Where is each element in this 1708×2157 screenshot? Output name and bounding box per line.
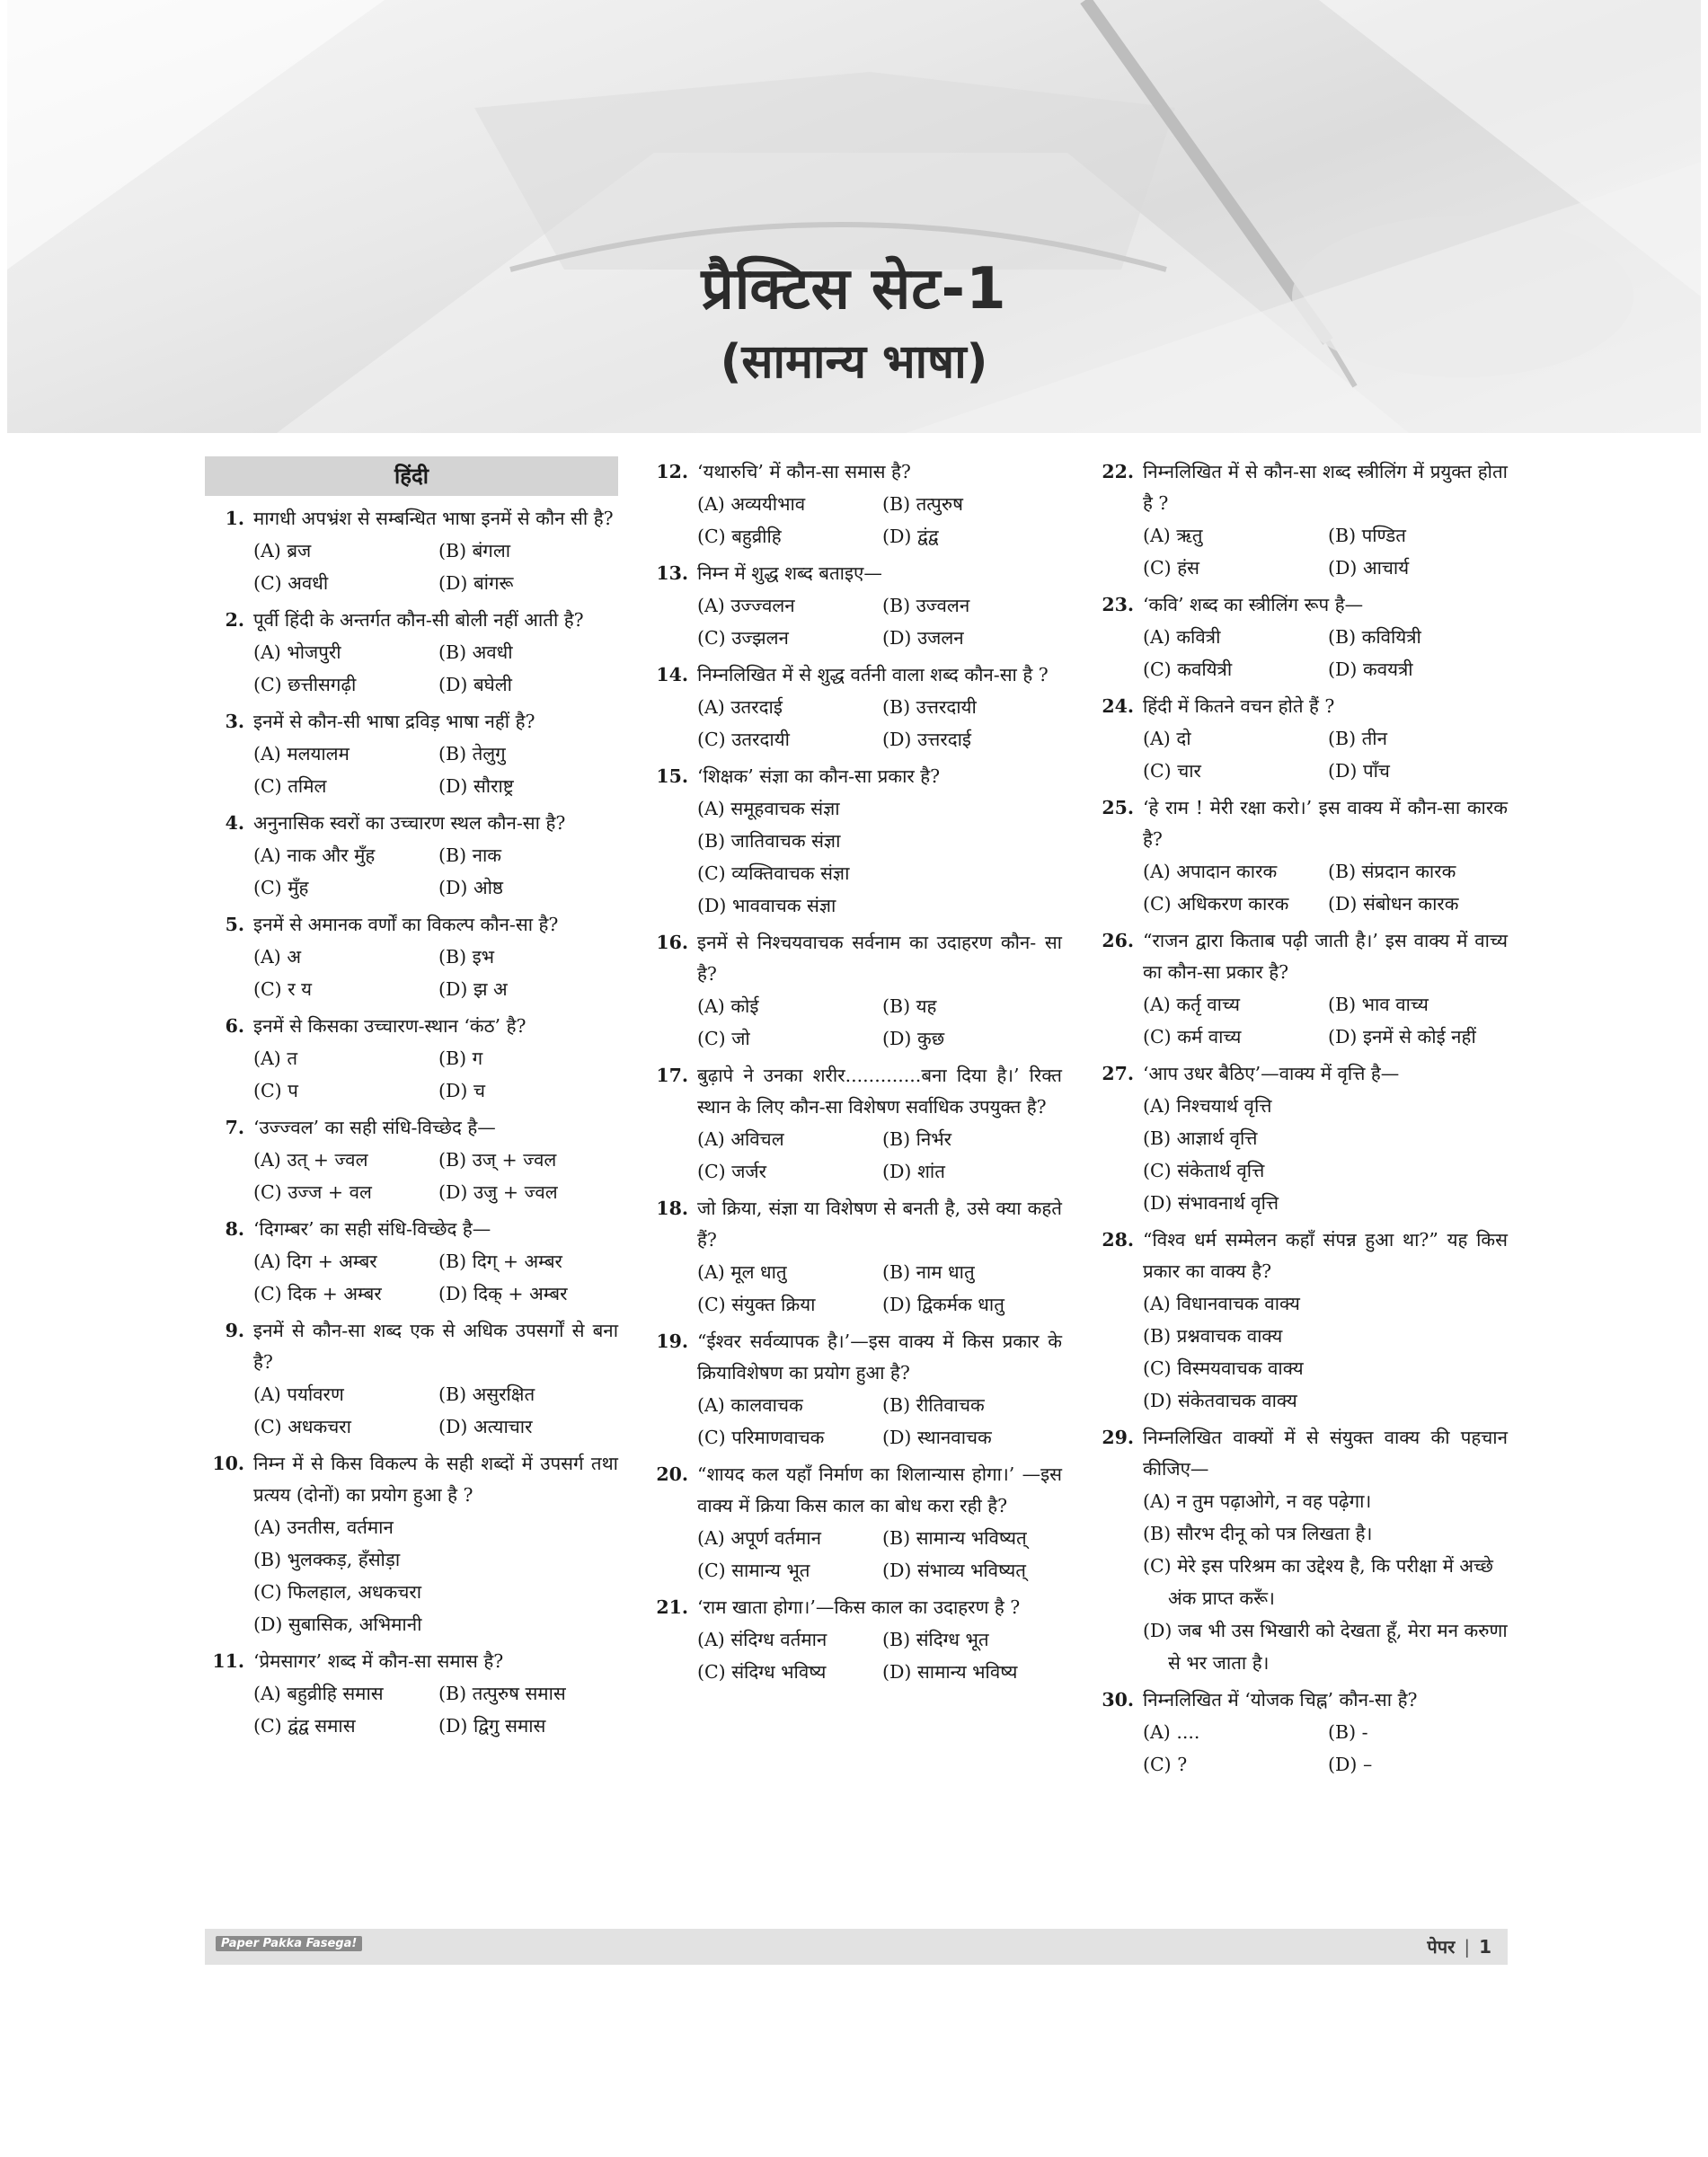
question-26: [1094, 925, 1508, 1053]
option-d: (D) उत्तरदाई: [882, 729, 971, 750]
question-number: 7.: [225, 1117, 244, 1138]
page-footer: [205, 1929, 1508, 1965]
question-9: [205, 1315, 618, 1443]
option-c: (C) उतरदायी: [697, 729, 790, 750]
option-a: (A) संदिग्ध वर्तमान: [697, 1629, 827, 1650]
question-25: [1094, 792, 1508, 920]
option-c: (C) विस्मयवाचक वाक्य: [1143, 1357, 1304, 1379]
question-text: निम्नलिखित में से शुद्ध वर्तनी वाला शब्द कौन-सा है ?: [697, 664, 1049, 685]
option-b: (B) दिग् + अम्बर: [438, 1251, 562, 1272]
option-a: (A) ....: [1143, 1721, 1200, 1743]
option-d: (D) बघेली: [438, 674, 512, 695]
question-text: पूर्वी हिंदी के अन्तर्गत कौन-सी बोली नहीं आती है?: [253, 609, 584, 631]
option-a: (A) समूहवाचक संज्ञा: [697, 798, 840, 819]
question-8: [205, 1214, 618, 1310]
option-b: (B) निर्भर: [882, 1128, 952, 1150]
question-number: 30.: [1102, 1689, 1134, 1711]
question-15: [649, 761, 1062, 922]
question-number: 26.: [1102, 930, 1134, 951]
question-text: निम्नलिखित वाक्यों में से संयुक्त वाक्य की पहचान कीजिए—: [1143, 1427, 1508, 1480]
option-c: (C) हंस: [1143, 557, 1199, 579]
option-c: (C) मेरे इस परिश्रम का उद्देश्य है, कि परीक्षा में अच्छे अंक प्राप्त करूँ।: [1143, 1555, 1493, 1609]
option-c: (C) जो: [697, 1028, 750, 1049]
question-text: निम्नलिखित में से कौन-सा शब्द स्त्रीलिंग में प्रयुक्त होता है ?: [1143, 461, 1508, 514]
question-text: ‘उज्ज्वल’ का सही संधि-विच्छेद है—: [253, 1117, 496, 1138]
question-6: [205, 1011, 618, 1107]
option-a: (A) दो: [1143, 728, 1191, 749]
option-b: (B) -: [1328, 1721, 1368, 1743]
option-a: (A) मूल धातु: [697, 1261, 787, 1283]
question-text: मागधी अपभ्रंश से सम्बन्धित भाषा इनमें से कौन सी है?: [253, 508, 614, 529]
question-number: 16.: [656, 932, 688, 953]
option-a: (A) कोई: [697, 995, 759, 1017]
question-text: ‘कवि’ शब्द का स्त्रीलिंग रूप है—: [1143, 594, 1364, 615]
option-c: (C) अवधी: [253, 572, 329, 594]
option-c: (C) कवयित्री: [1143, 659, 1233, 680]
option-c: (C) व्यक्तिवाचक संज्ञा: [697, 862, 850, 884]
option-b: (B) रीतिवाचक: [882, 1394, 985, 1416]
option-b: (B) भाव वाच्य: [1328, 994, 1429, 1015]
option-d: (D) आचार्य: [1328, 557, 1410, 579]
option-d: (D) द्विगु समास: [438, 1715, 546, 1737]
question-text: इनमें से किसका उच्चारण-स्थान ‘कंठ’ है?: [253, 1015, 527, 1037]
option-d: (D) स्थानवाचक: [882, 1427, 992, 1448]
option-d: (D) ओष्ठ: [438, 877, 503, 898]
paper-label: पेपर: [1427, 1936, 1456, 1958]
option-b: (B) उज्वलन: [882, 595, 970, 616]
question-number: 27.: [1102, 1063, 1134, 1084]
question-number: 23.: [1102, 594, 1134, 615]
option-a: (A) नाक और मुँह: [253, 844, 376, 866]
question-number: 13.: [656, 562, 688, 584]
option-d: (D) संबोधन कारक: [1328, 893, 1459, 915]
page-subtitle: (सामान्य भाषा): [720, 335, 988, 389]
option-c: (C) सामान्य भूत: [697, 1560, 810, 1581]
question-text: हिंदी में कितने वचन होते हैं ?: [1143, 695, 1335, 717]
page-separator: |: [1464, 1936, 1471, 1958]
option-c: (C) फिलहाल, अधकचरा: [253, 1581, 422, 1603]
option-b: (B) कवियित्री: [1328, 626, 1421, 648]
question-number: 14.: [656, 664, 688, 685]
option-b: (B) नाक: [438, 844, 502, 866]
option-c: (C) जर्जर: [697, 1161, 767, 1182]
question-text: “शायद कल यहाँ निर्माण का शिलान्यास होगा।’ —इस वाक्य में क्रिया किस काल का बोध करा रही है?: [697, 1463, 1062, 1516]
question-text: ‘आप उधर बैठिए’—वाक्य में वृत्ति है—: [1143, 1063, 1400, 1084]
option-d: (D) उजु + ज्वल: [438, 1181, 558, 1203]
question-text: इनमें से कौन-सी भाषा द्रविड़ भाषा नहीं है?: [253, 711, 535, 732]
option-c: (C) मुँह: [253, 877, 309, 898]
option-d: (D) बांगरू: [438, 572, 514, 594]
option-c: (C) उज्ज + वल: [253, 1181, 372, 1203]
question-number: 12.: [656, 461, 688, 482]
option-a: (A) उत् + ज्वल: [253, 1149, 368, 1171]
page-number: 1: [1479, 1936, 1491, 1958]
question-number: 17.: [656, 1065, 688, 1086]
option-a: (A) पर्यावरण: [253, 1383, 344, 1405]
option-b: (B) सामान्य भविष्यत्: [882, 1527, 1027, 1549]
option-d: (D) द्विकर्मक धातु: [882, 1294, 1004, 1315]
option-b: (B) इभ: [438, 946, 495, 968]
question-text: ‘हे राम ! मेरी रक्षा करो।’ इस वाक्य में कौन-सा कारक है?: [1143, 797, 1508, 850]
question-7: [205, 1112, 618, 1208]
question-1: [205, 503, 618, 599]
section-heading: हिंदी: [205, 456, 618, 496]
question-number: 15.: [656, 765, 688, 787]
option-d: (D) सुबासिक, अभिमानी: [253, 1613, 422, 1635]
question-text: ‘राम खाता होगा।’—किस काल का उदाहरण है ?: [697, 1596, 1021, 1618]
option-a: (A) ब्रज: [253, 540, 312, 561]
question-4: [205, 808, 618, 904]
question-number: 2.: [225, 609, 244, 631]
option-b: (B) प्रश्नवाचक वाक्य: [1143, 1325, 1283, 1347]
brand-logo: Paper Pakka Fasega!: [216, 1936, 362, 1951]
header-banner: [7, 0, 1701, 433]
option-a: (A) अपादान कारक: [1143, 861, 1278, 882]
question-11: [205, 1646, 618, 1742]
page-label: [1427, 1934, 1491, 1958]
question-20: [649, 1459, 1062, 1587]
question-text: ‘प्रेमसागर’ शब्द में कौन-सा समास है?: [253, 1650, 504, 1672]
question-number: 6.: [225, 1015, 244, 1037]
option-a: (A) बहुव्रीहि समास: [253, 1683, 384, 1704]
option-c: (C) द्वंद्व समास: [253, 1715, 356, 1737]
option-c: (C) अधकचरा: [253, 1416, 351, 1437]
option-a: (A) त: [253, 1048, 298, 1069]
option-d: (D) अत्याचार: [438, 1416, 533, 1437]
option-d: (D) संभाव्य भविष्यत्: [882, 1560, 1026, 1581]
option-c: (C) परिमाणवाचक: [697, 1427, 825, 1448]
option-b: (B) उज् + ज्वल: [438, 1149, 557, 1171]
question-number: 9.: [225, 1320, 244, 1341]
option-d: (D) संकेतवाचक वाक्य: [1143, 1390, 1297, 1411]
option-b: (B) ग: [438, 1048, 483, 1069]
option-a: (A) विधानवाचक वाक्य: [1143, 1293, 1300, 1314]
column-1: [205, 456, 618, 1747]
question-number: 4.: [225, 812, 244, 834]
question-number: 11.: [212, 1650, 244, 1672]
option-c: (C) चार: [1143, 760, 1201, 782]
option-a: (A) निश्चयार्थ वृत्ति: [1143, 1095, 1272, 1117]
option-d: (D) पाँच: [1328, 760, 1390, 782]
option-d: (D) उजलन: [882, 627, 964, 649]
page-title: प्रैक्टिस सेट-1: [701, 256, 1007, 323]
question-10: [205, 1448, 618, 1640]
question-text: बुढ़ापे ने उनका शरीर.............बना दिया है।’ रिक्त स्थान के लिए कौन-सा विशेषण सर्वाधिक उपयुक्त है?: [697, 1065, 1062, 1118]
question-30: [1094, 1684, 1508, 1781]
question-13: [649, 558, 1062, 654]
option-d: (D) संभावनार्थ वृत्ति: [1143, 1192, 1279, 1214]
option-d: (D) कुछ: [882, 1028, 945, 1049]
option-b: (B) बंगला: [438, 540, 511, 561]
option-a: (A) अव्ययीभाव: [697, 493, 806, 515]
option-a: (A) अपूर्ण वर्तमान: [697, 1527, 821, 1549]
option-d: (D) जब भी उस भिखारी को देखता हूँ, मेरा मन करुणा से भर जाता है।: [1143, 1620, 1508, 1674]
option-d: (D) सौराष्ट्र: [438, 775, 514, 797]
question-text: ‘शिक्षक’ संज्ञा का कौन-सा प्रकार है?: [697, 765, 941, 787]
option-d: (D) भाववाचक संज्ञा: [697, 895, 836, 916]
question-14: [649, 659, 1062, 756]
question-2: [205, 605, 618, 701]
question-19: [649, 1326, 1062, 1454]
option-a: (A) अविचल: [697, 1128, 784, 1150]
question-16: [649, 927, 1062, 1055]
option-d: (D) झ अ: [438, 978, 508, 1000]
question-text: निम्न में शुद्ध शब्द बताइए—: [697, 562, 882, 584]
option-c: (C) कर्म वाच्य: [1143, 1026, 1242, 1048]
option-a: (A) अ: [253, 946, 301, 968]
question-text: ‘यथारुचि’ में कौन-सा समास है?: [697, 461, 911, 482]
question-18: [649, 1193, 1062, 1321]
option-a: (A) कालवाचक: [697, 1394, 803, 1416]
question-22: [1094, 456, 1508, 584]
option-d: (D) द्वंद्व: [882, 526, 939, 547]
question-number: 10.: [212, 1453, 244, 1474]
option-c: (C) दिक + अम्बर: [253, 1283, 382, 1304]
option-b: (B) सौरभ दीनू को पत्र लिखता है।: [1143, 1523, 1373, 1544]
question-text: अनुनासिक स्वरों का उच्चारण स्थल कौन-सा है?: [253, 812, 566, 834]
option-c: (C) र य: [253, 978, 312, 1000]
question-text: “ईश्वर सर्वव्यापक है।’—इस वाक्य में किस प्रकार के क्रियाविशेषण का प्रयोग हुआ है?: [697, 1330, 1062, 1383]
option-a: (A) उज्ज्वलन: [697, 595, 795, 616]
option-c: (C) संदिग्ध भविष्य: [697, 1661, 827, 1683]
question-text: ‘दिगम्बर’ का सही संधि-विच्छेद है—: [253, 1218, 491, 1240]
column-3: [1094, 456, 1508, 1786]
question-number: 5.: [225, 914, 244, 935]
option-b: (B) नाम धातु: [882, 1261, 975, 1283]
option-b: (B) तेलुगु: [438, 743, 506, 765]
question-text: जो क्रिया, संज्ञा या विशेषण से बनती है, उसे क्या कहते हैं?: [697, 1198, 1062, 1251]
option-c: (C) संयुक्त क्रिया: [697, 1294, 816, 1315]
option-d: (D) च: [438, 1080, 485, 1101]
question-text: “राजन द्वारा किताब पढ़ी जाती है।’ इस वाक्य में वाच्य का कौन-सा प्रकार है?: [1143, 930, 1508, 983]
option-b: (B) उत्तरदायी: [882, 696, 977, 718]
title-block: [7, 253, 1701, 393]
option-c: (C) अधिकरण कारक: [1143, 893, 1289, 915]
option-a: (A) ऋतु: [1143, 525, 1203, 546]
question-number: 25.: [1102, 797, 1134, 818]
option-b: (B) पण्डित: [1328, 525, 1406, 546]
option-c: (C) तमिल: [253, 775, 327, 797]
question-number: 21.: [656, 1596, 688, 1618]
column-2: [649, 456, 1062, 1693]
option-c: (C) छत्तीसगढ़ी: [253, 674, 357, 695]
question-text: इनमें से निश्चयवाचक सर्वनाम का उदाहरण कौन- सा है?: [697, 932, 1062, 985]
question-3: [205, 706, 618, 802]
question-text: “विश्व धर्म सम्मेलन कहाँ संपन्न हुआ था?” यह किस प्रकार का वाक्य है?: [1143, 1229, 1508, 1282]
question-number: 19.: [656, 1330, 688, 1352]
option-b: (B) तीन: [1328, 728, 1387, 749]
option-b: (B) तत्पुरुष: [882, 493, 963, 515]
option-c: (C) बहुव्रीहि: [697, 526, 782, 547]
option-b: (B) अवधी: [438, 641, 513, 663]
option-d: (D) शांत: [882, 1161, 945, 1182]
question-number: 3.: [225, 711, 244, 732]
question-number: 20.: [656, 1463, 688, 1485]
option-d: (D) –: [1328, 1754, 1373, 1775]
option-d: (D) दिक् + अम्बर: [438, 1283, 568, 1304]
option-b: (B) भुलक्कड़, हँसोड़ा: [253, 1549, 401, 1570]
question-number: 29.: [1102, 1427, 1134, 1448]
option-c: (C) ?: [1143, 1754, 1188, 1775]
question-17: [649, 1060, 1062, 1188]
question-24: [1094, 691, 1508, 787]
option-c: (C) संकेतार्थ वृत्ति: [1143, 1160, 1265, 1181]
question-number: 18.: [656, 1198, 688, 1219]
question-number: 28.: [1102, 1229, 1134, 1251]
option-d: (D) इनमें से कोई नहीं: [1328, 1026, 1476, 1048]
question-text: निम्नलिखित में ‘योजक चिह्न’ कौन-सा है?: [1143, 1689, 1418, 1711]
option-b: (B) जातिवाचक संज्ञा: [697, 830, 841, 852]
option-b: (B) तत्पुरुष समास: [438, 1683, 566, 1704]
question-21: [649, 1592, 1062, 1688]
question-28: [1094, 1224, 1508, 1417]
option-a: (A) उतरदाई: [697, 696, 783, 718]
option-a: (A) मलयालम: [253, 743, 350, 765]
question-text: इनमें से कौन-सा शब्द एक से अधिक उपसर्गों से बना है?: [253, 1320, 618, 1373]
option-a: (A) दिग + अम्बर: [253, 1251, 377, 1272]
option-a: (A) कवित्री: [1143, 626, 1221, 648]
option-a: (A) उनतीस, वर्तमान: [253, 1516, 394, 1538]
question-27: [1094, 1058, 1508, 1219]
question-text: निम्न में से किस विकल्प के सही शब्दों में उपसर्ग तथा प्रत्यय (दोनों) का प्रयोग हुआ है ?: [253, 1453, 618, 1506]
option-b: (B) आज्ञार्थ वृत्ति: [1143, 1127, 1258, 1149]
option-d: (D) कवयत्री: [1328, 659, 1413, 680]
question-12: [649, 456, 1062, 553]
option-b: (B) यह: [882, 995, 937, 1017]
question-5: [205, 909, 618, 1005]
question-text: इनमें से अमानक वर्णों का विकल्प कौन-सा है?: [253, 914, 559, 935]
question-number: 8.: [225, 1218, 244, 1240]
option-b: (B) संप्रदान कारक: [1328, 861, 1456, 882]
question-number: 1.: [225, 508, 244, 529]
question-29: [1094, 1422, 1508, 1679]
option-b: (B) संदिग्ध भूत: [882, 1629, 989, 1650]
option-a: (A) कर्तृ वाच्य: [1143, 994, 1240, 1015]
question-number: 22.: [1102, 461, 1134, 482]
option-c: (C) प: [253, 1080, 298, 1101]
option-d: (D) सामान्य भविष्य: [882, 1661, 1018, 1683]
option-a: (A) भोजपुरी: [253, 641, 341, 663]
question-number: 24.: [1102, 695, 1134, 717]
question-23: [1094, 589, 1508, 685]
option-b: (B) असुरक्षित: [438, 1383, 535, 1405]
option-a: (A) न तुम पढ़ाओगे, न वह पढ़ेगा।: [1143, 1490, 1372, 1512]
option-c: (C) उज्झलन: [697, 627, 789, 649]
